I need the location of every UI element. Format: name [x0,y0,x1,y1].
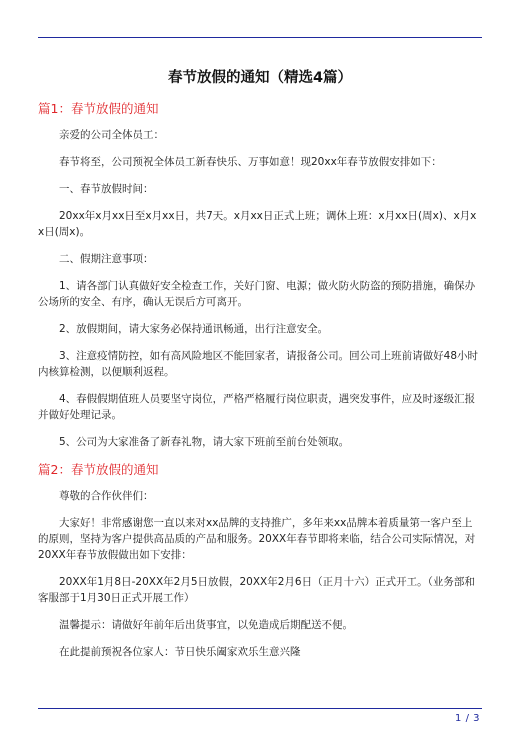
header-rule [38,37,482,38]
greeting: 尊敬的合作伙伴们： [59,490,154,502]
intro-paragraph: 大家好！非常感谢您一直以来对xx品牌的支持推广，多年来xx品牌本着质量第一客户至上的原则，坚持为客户提供高品质的产品和服务。20XX年春节即将来临，结合公司实际情况，对20XX年春节放假做出如下安排： [38,517,476,561]
paragraph: 20xx年x月xx日至x月xx日，共7天。x月xx日正式上班；调休上班：x月xx日(周x)、x月xx日(周x)。 [38,210,477,238]
list-item: 1、请各部门认真做好安全检查工作，关好门窗、电源；做火防火防盗的预防措施，确保办公场所的安全、有序，确认无误后方可离开。 [38,280,476,308]
footer-rule [38,708,482,709]
list-item: 4、春假假期值班人员要坚守岗位，严格严格履行岗位职责，遇突发事件，应及时逐级汇报并做好处理记录。 [38,393,476,421]
paragraph: 温馨提示：请做好年前年后出货事宜，以免造成后期配送不便。 [59,619,353,631]
greeting: 亲爱的公司全体员工： [59,129,164,141]
document-title: 春节放假的通知（精选4篇） [167,70,353,86]
list-item: 5、公司为大家准备了新春礼物，请大家下班前至前台处领取。 [59,436,350,448]
subheading: 二、假期注意事项： [59,253,154,265]
paragraph: 20XX年1月8日-20XX年2月5日放假，20XX年2月6日（正月十六）正式开工。（业务部和客服部于1月30日正式开展工作） [38,576,475,604]
section-heading: 篇2：春节放假的通知 [38,462,159,477]
section-heading: 篇1：春节放假的通知 [38,101,159,116]
page-indicator: 1 / 3 [455,713,480,724]
intro-paragraph: 春节将至，公司预祝全体员工新春快乐、万事如意！现20xx年春节放假安排如下： [59,156,442,168]
subheading: 一、春节放假时间： [59,183,154,195]
list-item: 2、放假期间，请大家务必保持通讯畅通，出行注意安全。 [59,323,329,335]
paragraph: 在此提前预祝各位家人：节日快乐阖家欢乐生意兴隆 [59,646,301,658]
document-body [38,100,480,660]
list-item: 3、注意疫情防控，如有高风险地区不能回家者，请报备公司。回公司上班前请做好48小时内核算检测，以便顺利返程。 [38,350,479,378]
